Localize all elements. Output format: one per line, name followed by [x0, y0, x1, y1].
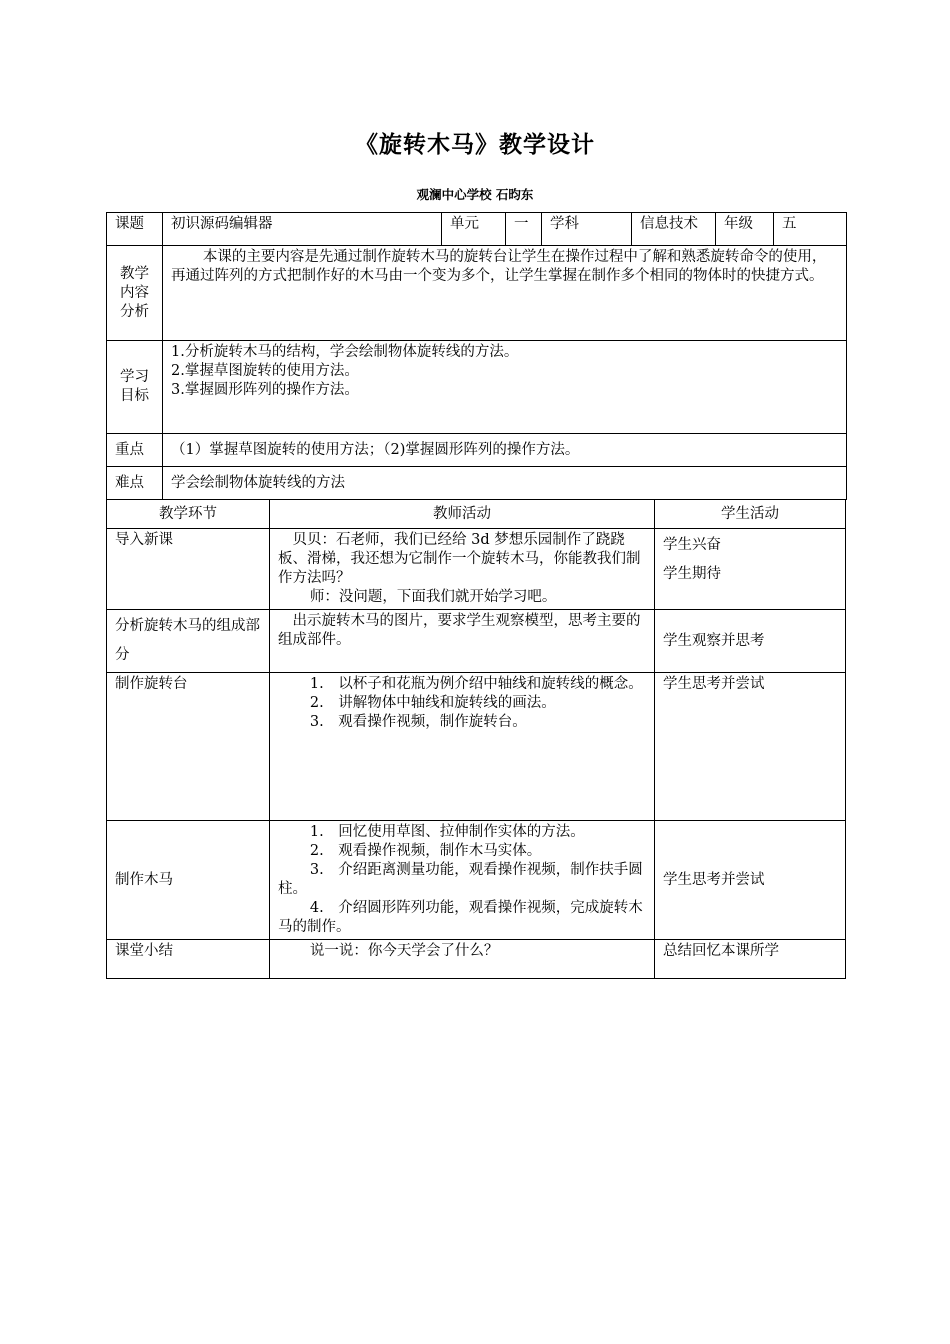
goals-label-line: 目标 [120, 388, 149, 404]
goals-label-line: 学习 [120, 369, 149, 385]
teacher-line: 4. 介绍圆形阵列功能，观看操作视频，完成旋转木马的制作。 [278, 900, 643, 935]
unit-label: 单元 [442, 213, 506, 246]
goal-item: 3.掌握圆形阵列的操作方法。 [171, 382, 359, 398]
course-value: 初识源码编辑器 [163, 213, 442, 246]
key-points-text: （1）掌握草图旋转的使用方法；（2)掌握圆形阵列的操作方法。 [163, 434, 847, 467]
student-cell [655, 529, 846, 610]
unit-value: 一 [506, 213, 542, 246]
analysis-label [107, 246, 163, 341]
teacher-line: 贝贝：石老师，我们已经给 3d 梦想乐园制作了跷跷板、滑梯，我还想为它制作一个旋转木马，你能教我们制作方法吗？ [278, 532, 641, 586]
stage-cell: 制作旋转台 [107, 673, 270, 821]
subject-label: 学科 [542, 213, 632, 246]
student-cell: 总结回忆本课所学 [655, 940, 846, 979]
stage-cell: 制作木马 [107, 821, 270, 940]
teacher-line: 3. 介绍距离测量功能，观看操作视频，制作扶手圆柱。 [278, 862, 643, 897]
stage-cell: 导入新课 [107, 529, 270, 610]
difficulty-text: 学会绘制物体旋转线的方法 [163, 467, 847, 500]
teacher-line: 1. 回忆使用草图、拉伸制作实体的方法。 [309, 824, 585, 840]
author-line: 观澜中心学校 石昀东 [416, 187, 534, 202]
analysis-label-line: 分析 [120, 303, 149, 320]
stage-cell: 分析旋转木马的组成部分 [107, 610, 270, 673]
header-student: 学生活动 [655, 500, 846, 529]
teacher-cell [270, 673, 655, 821]
difficulty-label: 难点 [107, 467, 163, 500]
student-cell: 学生观察并思考 [655, 610, 846, 673]
key-points-label: 重点 [107, 434, 163, 467]
teacher-cell [270, 529, 655, 610]
teaching-process-table [106, 499, 846, 979]
student-line: 学生兴奋 [663, 537, 721, 553]
grade-value: 五 [774, 213, 847, 246]
student-cell: 学生思考并尝试 [655, 821, 846, 940]
goal-item: 2.掌握草图旋转的使用方法。 [171, 363, 359, 379]
teacher-cell [270, 821, 655, 940]
teacher-cell: 出示旋转木马的图片，要求学生观察模型，思考主要的组成部件。 [270, 610, 655, 673]
goals-list [163, 341, 847, 434]
teacher-line: 师：没问题，下面我们就开始学习吧。 [309, 589, 557, 605]
teacher-cell: 说一说：你今天学会了什么？ [270, 940, 655, 979]
grade-label: 年级 [716, 213, 774, 246]
header-stage: 教学环节 [107, 500, 270, 529]
analysis-text: 本课的主要内容是先通过制作旋转木马的旋转台让学生在操作过程中了解和熟悉旋转命令的使用，再通过阵列的方式把制作好的木马由一个变为多个，让学生掌握在制作多个相同的物体时的快捷方式。 [163, 246, 847, 341]
analysis-label-line: 内容 [120, 284, 149, 301]
goals-label [107, 341, 163, 434]
teacher-line: 2. 观看操作视频，制作木马实体。 [309, 843, 542, 859]
student-line: 学生期待 [663, 566, 721, 582]
document-title: 《旋转木马》教学设计 [355, 132, 595, 158]
teacher-line: 1. 以杯子和花瓶为例介绍中轴线和旋转线的概念。 [309, 676, 643, 692]
teacher-line: 3. 观看操作视频，制作旋转台。 [309, 714, 527, 730]
lesson-info-table [106, 212, 847, 500]
teacher-line: 2. 讲解物体中轴线和旋转线的画法。 [309, 695, 556, 711]
goal-item: 1.分析旋转木马的结构，学会绘制物体旋转线的方法。 [171, 344, 519, 360]
stage-cell: 课堂小结 [107, 940, 270, 979]
subject-value: 信息技术 [632, 213, 716, 246]
student-cell: 学生思考并尝试 [655, 673, 846, 821]
header-teacher: 教师活动 [270, 500, 655, 529]
analysis-label-line: 教学 [120, 265, 149, 282]
course-label: 课题 [107, 213, 163, 246]
